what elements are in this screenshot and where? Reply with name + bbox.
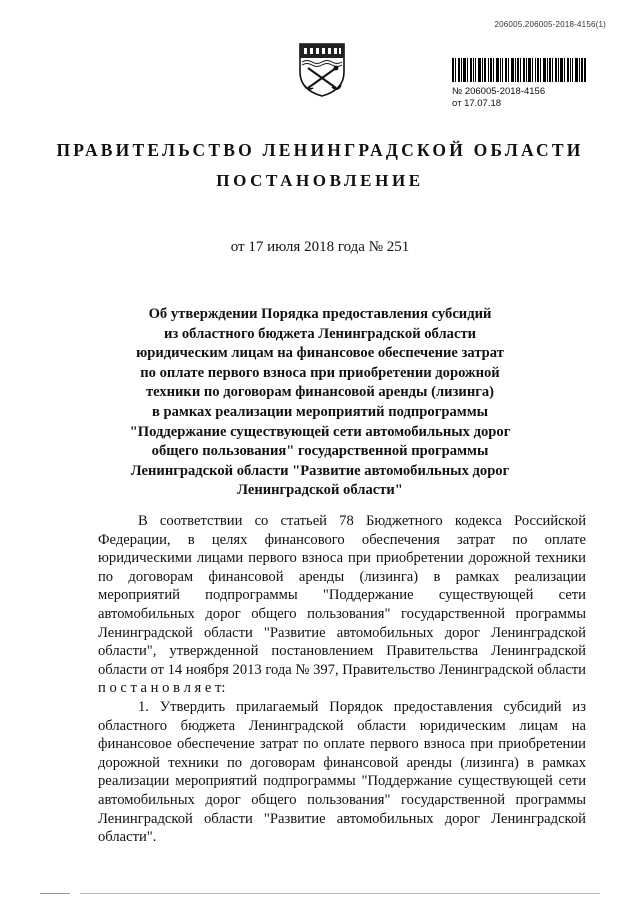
footer-divider <box>40 893 70 894</box>
document-type-title: ПОСТАНОВЛЕНИЕ <box>216 171 424 190</box>
resolves-word: п о с т а н о в л я е т: <box>98 680 226 697</box>
subject-line: общего пользования" государственной программы <box>151 443 489 460</box>
registration-number: № 206005-2018-4156 <box>452 86 546 97</box>
subject-line: Ленинградской области" <box>237 482 403 499</box>
subject-line: техники по договорам финансовой аренды (лизинга) <box>145 384 495 401</box>
subject-line: по оплате первого взноса при приобретении дорожной <box>140 364 500 381</box>
government-title: ПРАВИТЕЛЬСТВО ЛЕНИНГРАДСКОЙ ОБЛАСТИ <box>56 140 584 160</box>
subject-line: "Поддержание существующей сети автомобильных дорог <box>129 423 511 440</box>
subject-line: Об утверждении Порядка предоставления субсидий <box>148 306 492 322</box>
coat-of-arms-icon <box>296 38 348 98</box>
barcode-block <box>452 58 586 109</box>
item-1-paragraph: 1. Утвердить прилагаемый Порядок предоставления субсидий из областного бюджета Ленинградской области юридическим лицам на финансовое обеспечение затрат по оплате первого взноса при приобретении дорожной техники по договорам финансовой аренды (лизинга) в рамках реализации мероприятий подпрограммы "Поддержание существующей сети автомобильных дорог общего пользования" государственной программы Ленинградской области "Развитие автомобильных дорог Ленинградской области". <box>98 698 586 846</box>
decree-subject <box>120 305 520 501</box>
decree-date-line: от 17 июля 2018 года № 251 <box>230 239 410 255</box>
subject-line: юридическим лицам на финансовое обеспечение затрат <box>136 345 504 362</box>
decree-body <box>98 512 586 847</box>
footer-divider <box>80 893 600 894</box>
barcode-icon <box>452 58 586 82</box>
preamble-paragraph <box>98 512 586 698</box>
registration-date: от 17.07.18 <box>452 98 502 109</box>
subject-line: в рамках реализации мероприятий подпрограммы <box>151 403 489 420</box>
preamble-text: В соответствии со статьей 78 Бюджетного кодекса Российской Федерации, в целях финансового обеспечения затрат по оплате юридическими лицами первого взноса при приобретении дорожной техники по договорам финансовой аренды (лизинга) в рамках реализации мероприятий подпрограммы "Поддержание существующей сети автомобильных дорог общего пользования" государственной программы Ленинградской области "Развитие автомобильных дорог Ленинградской области", утвержденной постановлением Правительства Ленинградской области от 14 ноября 2013 года № 397, Правительство Ленинградской области <box>98 513 586 678</box>
top-document-code: 206005.206005-2018-4156(1) <box>494 20 606 29</box>
subject-line: из областного бюджета Ленинградской области <box>163 325 477 342</box>
subject-line: Ленинградской области "Развитие автомобильных дорог <box>130 462 510 479</box>
